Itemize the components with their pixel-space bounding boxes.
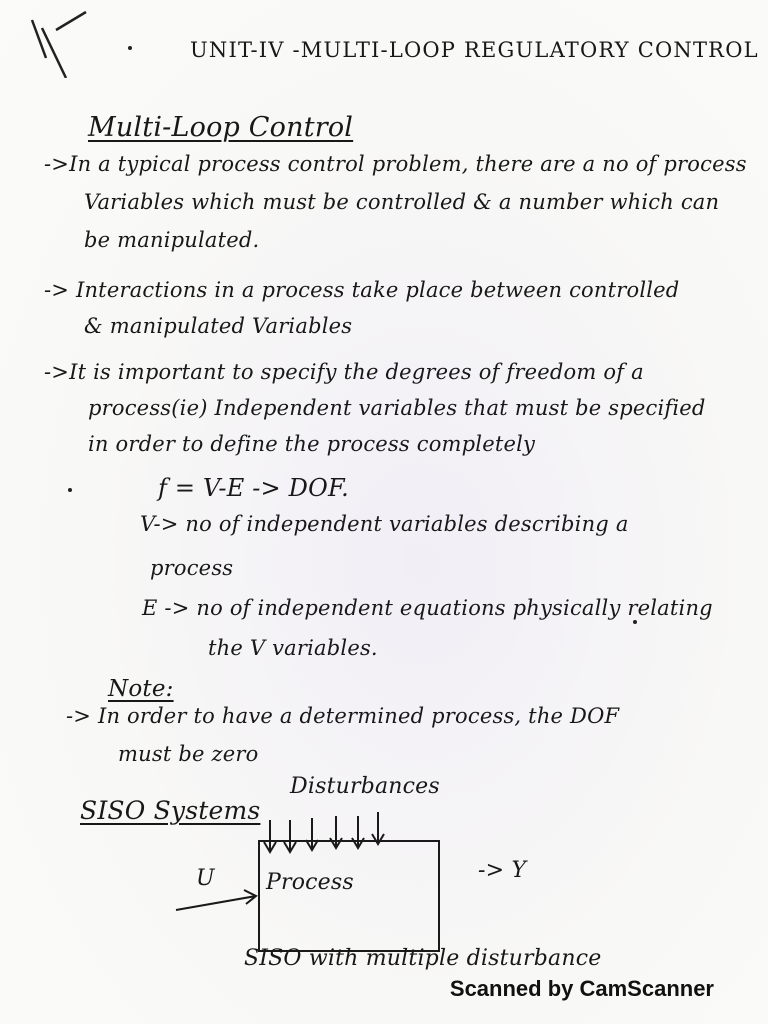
definition-line: process xyxy=(150,556,234,580)
paragraph-line: & manipulated Variables xyxy=(84,314,353,338)
paragraph-line: in order to define the process completely xyxy=(88,432,536,456)
camscanner-watermark: Scanned by CamScanner xyxy=(449,976,714,1001)
paragraph-line: Variables which must be controlled & a number which can xyxy=(84,190,720,214)
unit-title: UNIT-IV -MULTI-LOOP REGULATORY CONTROL xyxy=(190,38,759,62)
definition-line: V-> no of independent variables describing a xyxy=(140,512,629,536)
input-arrow xyxy=(176,890,256,910)
note-label: Note: xyxy=(108,676,174,702)
disturbances-label: Disturbances xyxy=(290,774,440,799)
siso-caption: SISO with multiple disturbance xyxy=(244,946,602,971)
definition-line: the V variables. xyxy=(208,636,378,660)
paragraph-line: be manipulated. xyxy=(84,228,260,252)
input-label: U xyxy=(196,866,215,891)
speck xyxy=(128,46,132,50)
process-block-label: Process xyxy=(266,870,354,895)
definition-line: E -> no of independent equations physically relating xyxy=(142,596,713,620)
section-heading-multi-loop: Multi-Loop Control xyxy=(88,112,354,143)
paragraph-line: process(ie) Independent variables that must be specified xyxy=(88,396,706,420)
paragraph-line: ->It is important to specify the degrees of freedom of a xyxy=(44,360,644,384)
speck xyxy=(68,488,72,492)
disturbance-arrows xyxy=(264,812,384,852)
note-line: -> In order to have a determined process, the DOF xyxy=(66,704,620,728)
dof-formula: f = V-E -> DOF. xyxy=(158,474,349,502)
speck xyxy=(633,620,637,624)
note-line: must be zero xyxy=(118,742,259,766)
output-label: -> Y xyxy=(478,858,527,883)
paragraph-line: -> Interactions in a process take place between controlled xyxy=(44,278,680,302)
siso-heading: SISO Systems xyxy=(80,796,261,825)
paragraph-line: ->In a typical process control problem, there are a no of process xyxy=(44,152,747,176)
